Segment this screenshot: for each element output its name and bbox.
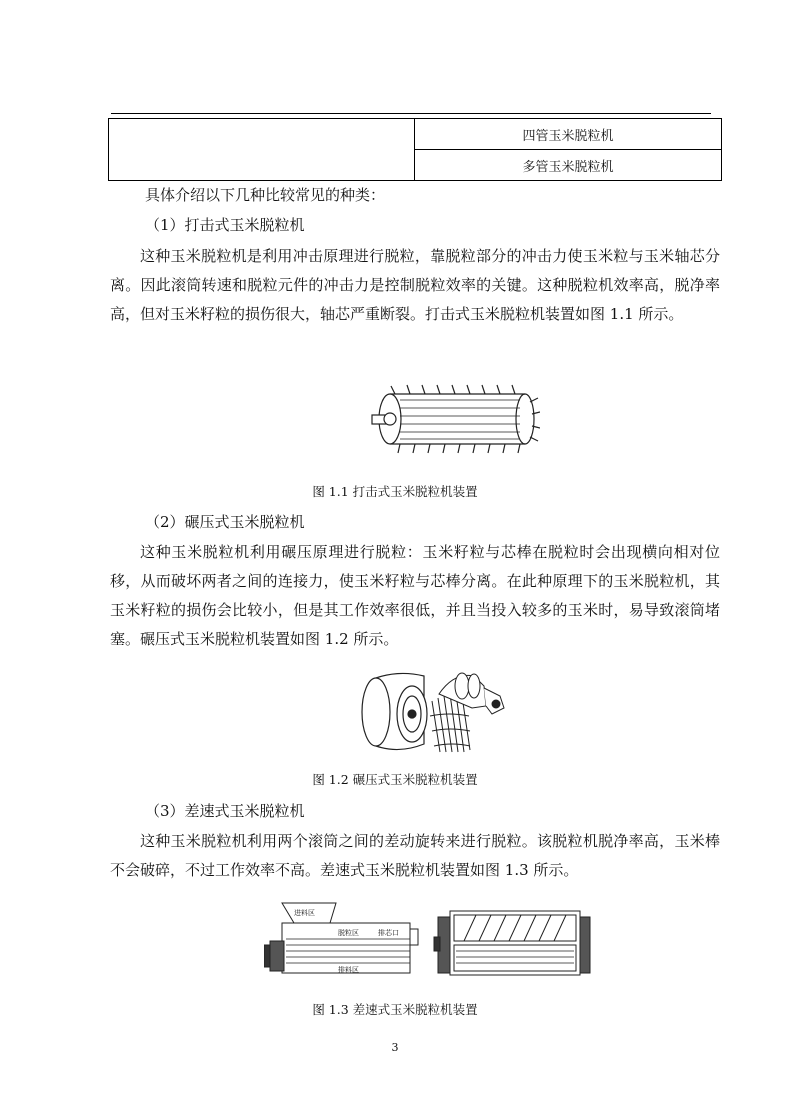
intro-text: 具体介绍以下几种比较常见的种类： (145, 186, 386, 204)
section-heading: （3）差速式玉米脱粒机 (145, 802, 305, 820)
section-paragraph: 这种玉米脱粒机是利用冲击原理进行脱粒，靠脱粒部分的冲击力使玉米粒与玉米轴芯分离。因此滚筒转速和脱粒元件的冲击力是控制脱粒效率的关键。这种脱粒机效率高，脱净率高，但对玉米籽粒的损伤很大，轴芯严重断裂。打击式玉米脱粒机装置如图 1.1 所示。 (110, 247, 720, 323)
section-paragraph: 这种玉米脱粒机利用两个滚筒之间的差动旋转来进行脱粒。该脱粒机脱净率高，玉米棒不会破碎，不过工作效率不高。差速式玉米脱粒机装置如图 1.3 所示。 (110, 832, 720, 879)
differential-side-view (264, 903, 418, 974)
figure-label-discharge: 排料区 (338, 966, 359, 974)
differential-top-view (434, 911, 590, 975)
impact-thresher-figure (370, 382, 540, 462)
machine-type-table (108, 118, 722, 181)
impact-drum (372, 385, 540, 453)
figure-caption: 图 1.1 打击式玉米脱粒机装置 (312, 484, 478, 499)
section-heading: （2）碾压式玉米脱粒机 (145, 513, 305, 531)
table-row (109, 119, 722, 150)
figure-label-threshing: 脱粒区 (338, 929, 359, 937)
figure-label-cob-outlet: 排芯口 (378, 929, 399, 937)
figure-caption: 图 1.2 碾压式玉米脱粒机装置 (312, 772, 478, 787)
section-paragraph: 这种玉米脱粒机利用碾压原理进行脱粒：玉米籽粒与芯棒在脱粒时会出现横向相对位移，从而破坏两者之间的连接力，使玉米籽粒与芯棒分离。在此种原理下的玉米脱粒机，其玉米籽粒的损伤会比较小，但是其工作效率很低，并且当投入较多的玉米时，易导致滚筒堵塞。碾压式玉米脱粒机装置如图 1.2 所示。 (110, 543, 720, 648)
top-rule (111, 113, 711, 114)
figure-label-feed: 进料区 (294, 909, 315, 917)
table-cell: 多管玉米脱粒机 (415, 150, 722, 181)
page-number: 3 (391, 1041, 399, 1054)
crush-thresher-figure (354, 666, 514, 761)
thresher-comb (430, 673, 504, 752)
figure-caption: 图 1.3 差速式玉米脱粒机装置 (312, 1002, 478, 1017)
table-cell: 四管玉米脱粒机 (415, 119, 722, 150)
differential-thresher-figure (264, 893, 594, 993)
section-heading: （1）打击式玉米脱粒机 (145, 216, 305, 234)
crush-roller (362, 673, 427, 749)
table-cell-empty (109, 119, 415, 181)
